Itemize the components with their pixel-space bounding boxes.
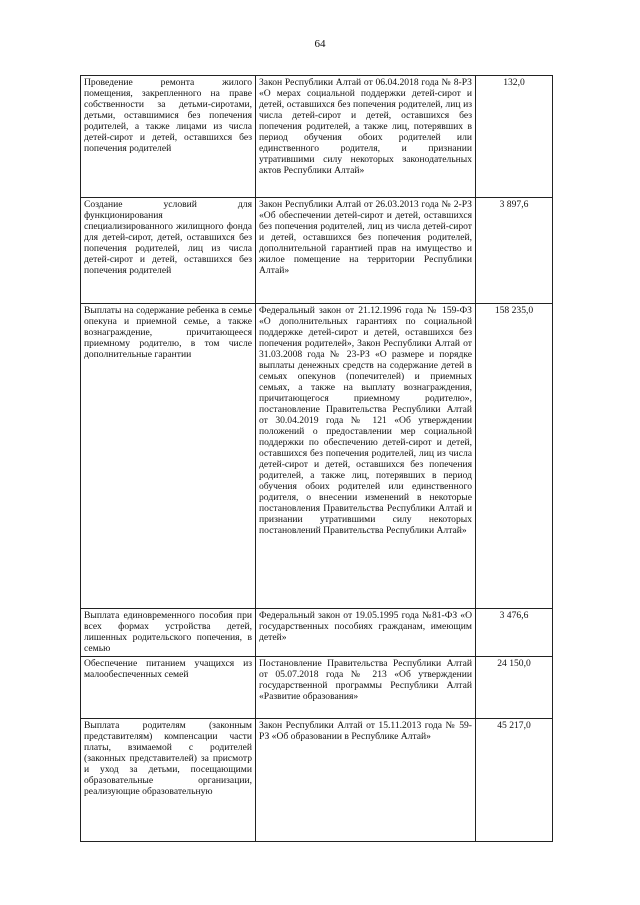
measure-cell: Выплата родителям (законным представителям) компенсации части платы, взимаемой с родителей (законных представителей) за присмотр и уход за детьми, посещающими образовательные организации, реализующие образовательную — [81, 719, 256, 842]
measure-cell: Создание условий для функционирования специализированного жилищного фонда для детей-сирот, детей, оставшихся без попечения родителей, лиц из числа детей-сирот и детей, оставшихся без попечения родителей — [81, 198, 256, 304]
table-row — [81, 198, 553, 304]
measure-cell: Проведение ремонта жилого помещения, закрепленного на праве собственности за детьми-сиротами, детьми, оставшимися без попечения родителей, а также лицами из числа детей-сирот и детей, оставшихся без попечения родителей — [81, 76, 256, 198]
amount-cell: 132,0 — [476, 76, 553, 198]
amount-cell: 3 476,6 — [476, 609, 553, 657]
legal-basis-cell: Закон Республики Алтай от 15.11.2013 года № 59-РЗ «Об образовании в Республике Алтай» — [256, 719, 476, 842]
table-row — [81, 76, 553, 198]
legal-basis-cell: Постановление Правительства Республики Алтай от 05.07.2018 года № 213 «Об утверждении государственной программы Республики Алтай «Развитие образования» — [256, 657, 476, 719]
amount-cell: 3 897,6 — [476, 198, 553, 304]
table-row — [81, 657, 553, 719]
page-number: 64 — [314, 38, 326, 50]
table-row — [81, 304, 553, 609]
table-row — [81, 609, 553, 657]
legal-basis-cell: Федеральный закон от 21.12.1996 года № 159-ФЗ «О дополнительных гарантиях по социальной поддержке детей-сирот и детей, оставшихся без попечения родителей», Закон Республики Алтай от 31.03.2008 года № 23-РЗ «О размере и порядке выплаты денежных средств на содержание детей в семьях опекунов (попечителей) и приемных семьях, а также на выплату вознаграждения, причитающегося приемному родителю», постановление Правительства Республики Алтай от 30.04.2019 года № 121 «Об утверждении положений о предоставлении мер социальной поддержки по обеспечению детей-сирот и детей, оставшихся без попечения родителей, лиц из числа детей-сирот и детей, оставшихся без попечения родителей, а также лиц, потерявших в период обучения обоих родителей или единственного родителя, о внесении изменений в некоторые постановления Правительства Республики Алтай и признании утратившими силу некоторых постановлений Правительства Республики Алтай» — [256, 304, 476, 609]
legal-basis-cell: Закон Республики Алтай от 26.03.2013 года № 2-РЗ «Об обеспечении детей-сирот и детей, оставшихся без попечения родителей, лиц из числа детей-сирот и детей, оставшихся без попечения родителей, дополнительной гарантией прав на имущество и жилое помещение на территории Республики Алтай» — [256, 198, 476, 304]
measure-cell: Выплата единовременного пособия при всех формах устройства детей, лишенных родительского попечения, в семью — [81, 609, 256, 657]
measure-cell: Выплаты на содержание ребенка в семье опекуна и приемной семье, а также вознаграждение, причитающееся приемному родителю, в том числе дополнительные гарантии — [81, 304, 256, 609]
table-row — [81, 719, 553, 842]
legal-basis-cell: Закон Республики Алтай от 06.04.2018 года № 8-РЗ «О мерах социальной поддержки детей-сирот и детей, оставшихся без попечения родителей, лиц из числа детей-сирот и детей, оставшихся без попечения родителей, а также лиц, потерявших в период обучения обоих родителей или единственного родителя, и признании утратившими силу некоторых законодательных актов Республики Алтай» — [256, 76, 476, 198]
amount-cell: 24 150,0 — [476, 657, 553, 719]
measure-cell: Обеспечение питанием учащихся из малообеспеченных семей — [81, 657, 256, 719]
legal-basis-cell: Федеральный закон от 19.05.1995 года №81-ФЗ «О государственных пособиях гражданам, имеющим детей» — [256, 609, 476, 657]
amount-cell: 158 235,0 — [476, 304, 553, 609]
expenditure-table — [80, 75, 553, 842]
amount-cell: 45 217,0 — [476, 719, 553, 842]
